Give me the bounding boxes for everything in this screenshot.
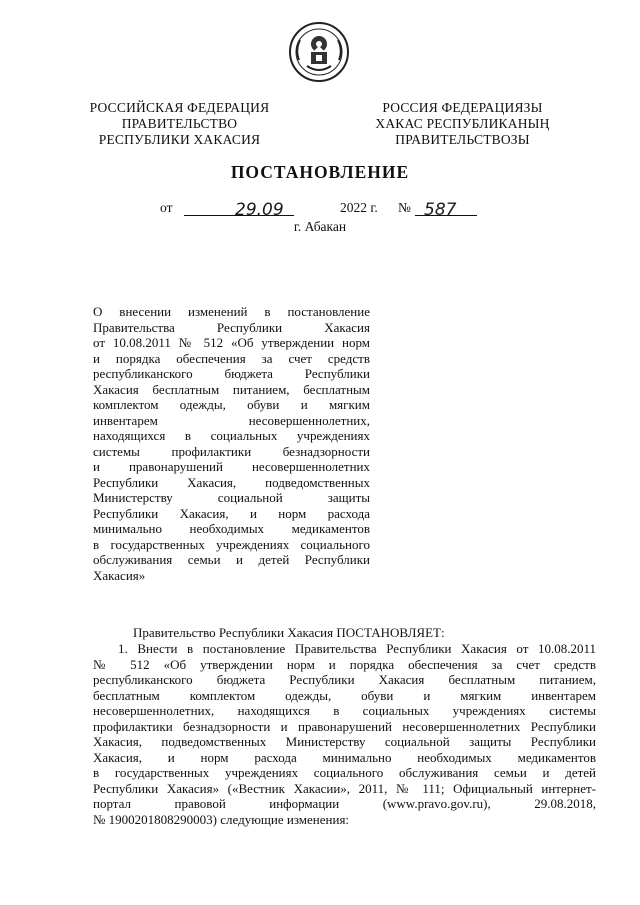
subject-line: Республики Хакасия, подведомственных bbox=[93, 474, 370, 490]
subject-line: инвентарем несовершеннолетних, bbox=[93, 412, 370, 428]
header-right-line: ПРАВИТЕЛЬСТВОЗЫ bbox=[395, 132, 530, 147]
subject-line: минимально необходимых медикаментов bbox=[93, 521, 370, 536]
subject-line: и порядка обеспечения за счет средств bbox=[93, 350, 370, 366]
subject-line: обслуживания семьи и детей Республики bbox=[93, 552, 370, 567]
resolution-intro: Правительство Республики Хакасия ПОСТАНОВЛЯЕТ: bbox=[133, 625, 445, 640]
coat-of-arms-emblem bbox=[287, 20, 351, 84]
subject-line: и правонарушений несовершеннолетних bbox=[93, 459, 370, 474]
resolution-paragraph-1 bbox=[93, 641, 596, 827]
handwritten-number: 587 bbox=[424, 200, 457, 220]
subject-line: Республики Хакасия, и норм расхода bbox=[93, 505, 370, 521]
city-name: г. Абакан bbox=[293, 219, 347, 234]
year-text: 2022 г. bbox=[340, 200, 378, 215]
number-sign: № bbox=[398, 200, 411, 215]
subject-line: находящихся в социальных учреждениях bbox=[93, 428, 370, 443]
paragraph-line: Хакасия, и норм расхода минимально необходимых медикаментов bbox=[93, 749, 596, 765]
header-left bbox=[82, 100, 277, 148]
paragraph-line: Республики Хакасия» («Вестник Хакасии», 2011, № 111; Официальный интернет- bbox=[93, 780, 596, 796]
paragraph-line: Хакасия, подведомственных Министерству социальной защиты Республики bbox=[93, 734, 596, 749]
header-left-line: РОССИЙСКАЯ ФЕДЕРАЦИЯ bbox=[89, 100, 270, 115]
subject-line: Хакасия» bbox=[93, 567, 146, 583]
subject-line: Правительства Республики Хакасия bbox=[93, 319, 370, 335]
paragraph-line: несовершеннолетних, находящихся в социальных учреждениях системы bbox=[93, 703, 596, 718]
subject-block bbox=[93, 304, 370, 583]
header-right-line: РОССИЯ ФЕДЕРАЦИЯЗЫ bbox=[382, 100, 543, 115]
document-type-title: ПОСТАНОВЛЕНИЕ bbox=[230, 162, 410, 182]
paragraph-line: профилактики безнадзорности и правонарушений несовершеннолетних Республики bbox=[93, 718, 596, 734]
header-right-line: ХАКАС РЕСПУБЛИКАНЫҢ bbox=[375, 116, 550, 131]
subject-line: Министерству социальной защиты bbox=[93, 490, 370, 505]
date-number-line bbox=[160, 197, 480, 220]
subject-line: в государственных учреждениях социального bbox=[93, 536, 370, 552]
subject-line: от 10.08.2011 № 512 «Об утверждении норм bbox=[93, 335, 370, 350]
subject-line: республиканского бюджета Республики bbox=[93, 366, 370, 381]
paragraph-line: 1. Внести в постановление Правительства Республики Хакасия от 10.08.2011 bbox=[118, 641, 596, 656]
header-left-line: ПРАВИТЕЛЬСТВО bbox=[121, 116, 238, 131]
subject-line: Хакасия бесплатным питанием, бесплатным bbox=[93, 381, 370, 397]
handwritten-date: 29.09 bbox=[235, 200, 284, 220]
header-left-line: РЕСПУБЛИКИ ХАКАСИЯ bbox=[98, 132, 261, 147]
header-right bbox=[360, 100, 565, 148]
subject-line: комплектом одежды, обуви и мягким bbox=[93, 397, 370, 412]
paragraph-line: республиканского бюджета Республики Хакасия бесплатным питанием, bbox=[93, 672, 596, 687]
paragraph-line: № 1900201808290003) следующие изменения: bbox=[93, 811, 350, 827]
subject-line: системы профилактики безнадзорности bbox=[93, 443, 370, 459]
subject-line: О внесении изменений в постановление bbox=[93, 304, 370, 319]
paragraph-line: в государственных учреждениях социального обслуживания семьи и детей bbox=[93, 765, 596, 780]
paragraph-line: бесплатным комплектом одежды, обуви и мягким инвентарем bbox=[93, 687, 596, 703]
paragraph-line: портал правовой информации (www.pravo.gov.ru), 29.08.2018, bbox=[93, 796, 596, 811]
paragraph-line: № 512 «Об утверждении норм и порядка обеспечения за счет средств bbox=[93, 656, 596, 672]
date-prefix: от bbox=[160, 200, 173, 215]
